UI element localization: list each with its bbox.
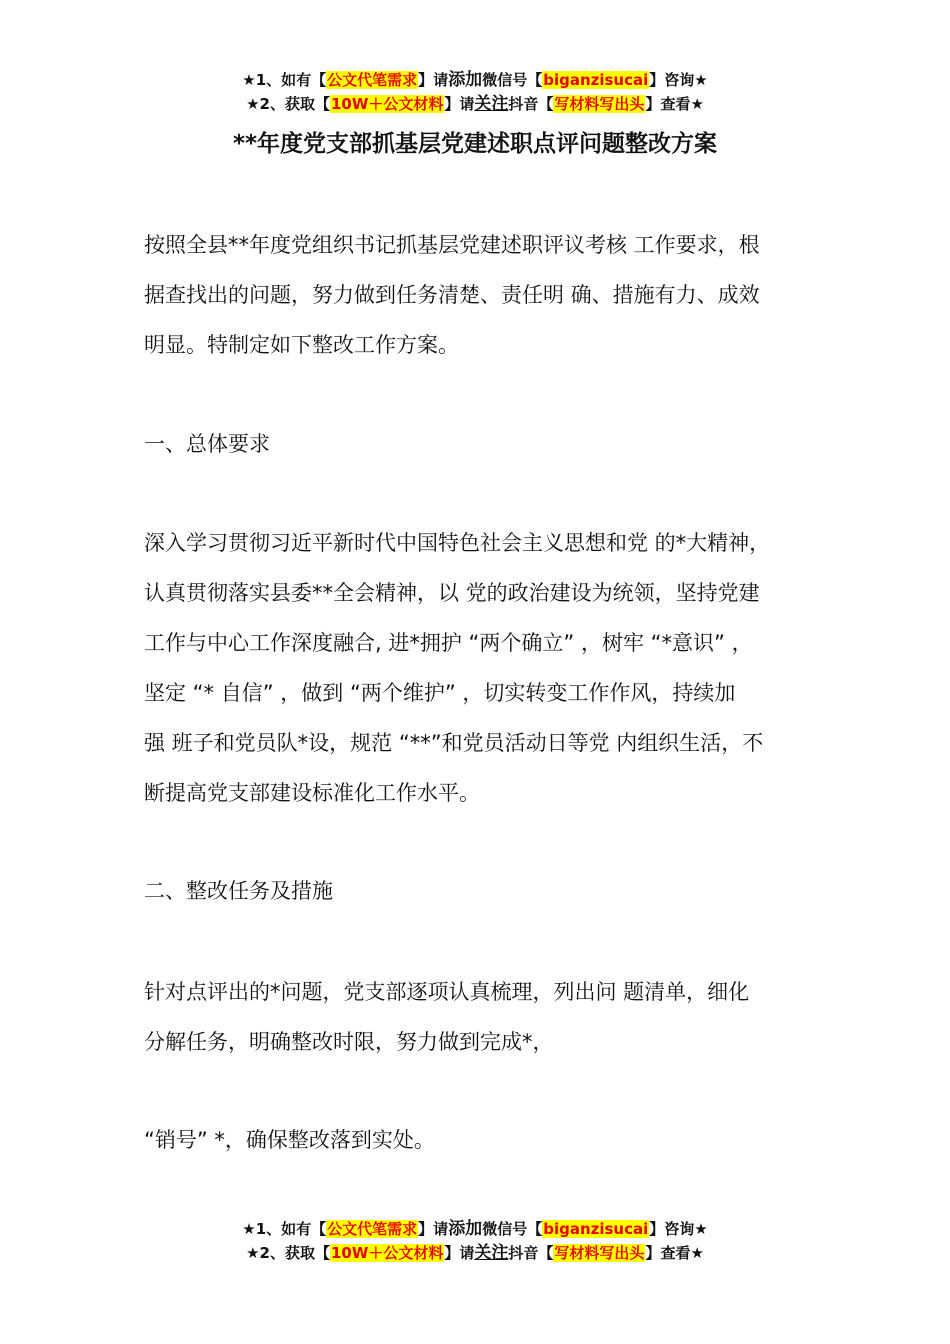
highlight-ghostwriting: 公文代笔需求 <box>327 1220 418 1238</box>
banner-line-2 <box>0 92 950 116</box>
emphasis-add: 添加 <box>448 1219 483 1239</box>
intro-paragraph <box>144 220 834 370</box>
highlight-materials: 10W＋公文材料 <box>330 95 444 113</box>
paragraph-line: 坚定 “* 自信” ，做到 “两个维护” ，切实转变工作作风，持续加 <box>144 681 736 705</box>
highlight-wechat-id: biganzisucai <box>543 71 649 89</box>
banner-text: 】咨询 <box>649 1220 695 1238</box>
paragraph-line: 认真贯彻落实县委**全会精神，以 党的政治建设为统领，坚持党建 <box>144 581 760 605</box>
paragraph-line: 明显。特制定如下整改工作方案。 <box>144 333 459 357</box>
paragraph-line: 据查找出的问题，努力做到任务清楚、责任明 确、措施有力、成效 <box>144 283 760 307</box>
paragraph-line: 强 班子和党员队*设，规范 “**”和党员活动日等党 内组织生活，不 <box>144 731 764 755</box>
banner-line-1 <box>0 68 950 92</box>
paragraph-line: 深入学习贯彻习近平新时代中国特色社会主义思想和党 的*大精神， <box>144 531 771 555</box>
banner-text: 微信号【 <box>482 71 543 89</box>
banner-text: 抖音【 <box>508 1244 554 1262</box>
star-icon: ★ <box>690 95 704 113</box>
star-icon: ★ <box>246 95 260 113</box>
banner-text: 微信号【 <box>482 1220 543 1238</box>
banner-text: 】请 <box>444 1244 475 1262</box>
section-heading-overall: 一、总体要求 <box>144 432 270 456</box>
tasks-paragraph-tail: “销号” *，确保整改落到实处。 <box>144 1128 435 1152</box>
banner-text: 】查看 <box>645 1244 691 1262</box>
highlight-ghostwriting: 公文代笔需求 <box>327 71 418 89</box>
star-icon: ★ <box>242 1220 256 1238</box>
banner-line-1 <box>0 1217 950 1241</box>
banner-text: 】请 <box>444 95 475 113</box>
highlight-materials: 10W＋公文材料 <box>330 1244 444 1262</box>
banner-line-2 <box>0 1241 950 1265</box>
emphasis-follow: 关注 <box>474 94 509 114</box>
highlight-douyin: 写材料写出头 <box>554 95 645 113</box>
tasks-paragraph <box>144 967 834 1067</box>
banner-text: 】请 <box>418 71 449 89</box>
highlight-douyin: 写材料写出头 <box>554 1244 645 1262</box>
document-title: **年度党支部抓基层党建述职点评问题整改方案 <box>232 131 718 157</box>
banner-text: 2、获取【 <box>259 95 330 113</box>
paragraph-line: 工作与中心工作深度融合, 进*拥护 “两个确立” ，树牢 “*意识” ， <box>144 631 753 655</box>
section-heading-tasks: 二、整改任务及措施 <box>144 879 333 903</box>
paragraph-line: 按照全县**年度党组织书记抓基层党建述职评议考核 工作要求，根 <box>144 233 760 257</box>
header-banner <box>0 68 950 116</box>
banner-text: 1、如有【 <box>255 1220 327 1238</box>
banner-text: 】查看 <box>645 95 691 113</box>
banner-text: 1、如有【 <box>255 71 327 89</box>
star-icon: ★ <box>246 1244 260 1262</box>
paragraph-line: 针对点评出的*问题，党支部逐项认真梳理，列出问 题清单，细化 <box>144 980 750 1004</box>
overall-requirements-paragraph <box>144 518 834 818</box>
star-icon: ★ <box>242 71 256 89</box>
paragraph-line: 分解任务，明确整改时限，努力做到完成*， <box>144 1030 554 1054</box>
star-icon: ★ <box>694 1220 708 1238</box>
footer-banner <box>0 1217 950 1265</box>
banner-text: 抖音【 <box>508 95 554 113</box>
paragraph-line: 断提高党支部建设标准化工作水平。 <box>144 781 480 805</box>
star-icon: ★ <box>694 71 708 89</box>
banner-text: 2、获取【 <box>259 1244 330 1262</box>
highlight-wechat-id: biganzisucai <box>543 1220 649 1238</box>
banner-text: 】请 <box>418 1220 449 1238</box>
star-icon: ★ <box>690 1244 704 1262</box>
emphasis-add: 添加 <box>448 70 483 90</box>
emphasis-follow: 关注 <box>474 1243 509 1263</box>
banner-text: 】咨询 <box>649 71 695 89</box>
